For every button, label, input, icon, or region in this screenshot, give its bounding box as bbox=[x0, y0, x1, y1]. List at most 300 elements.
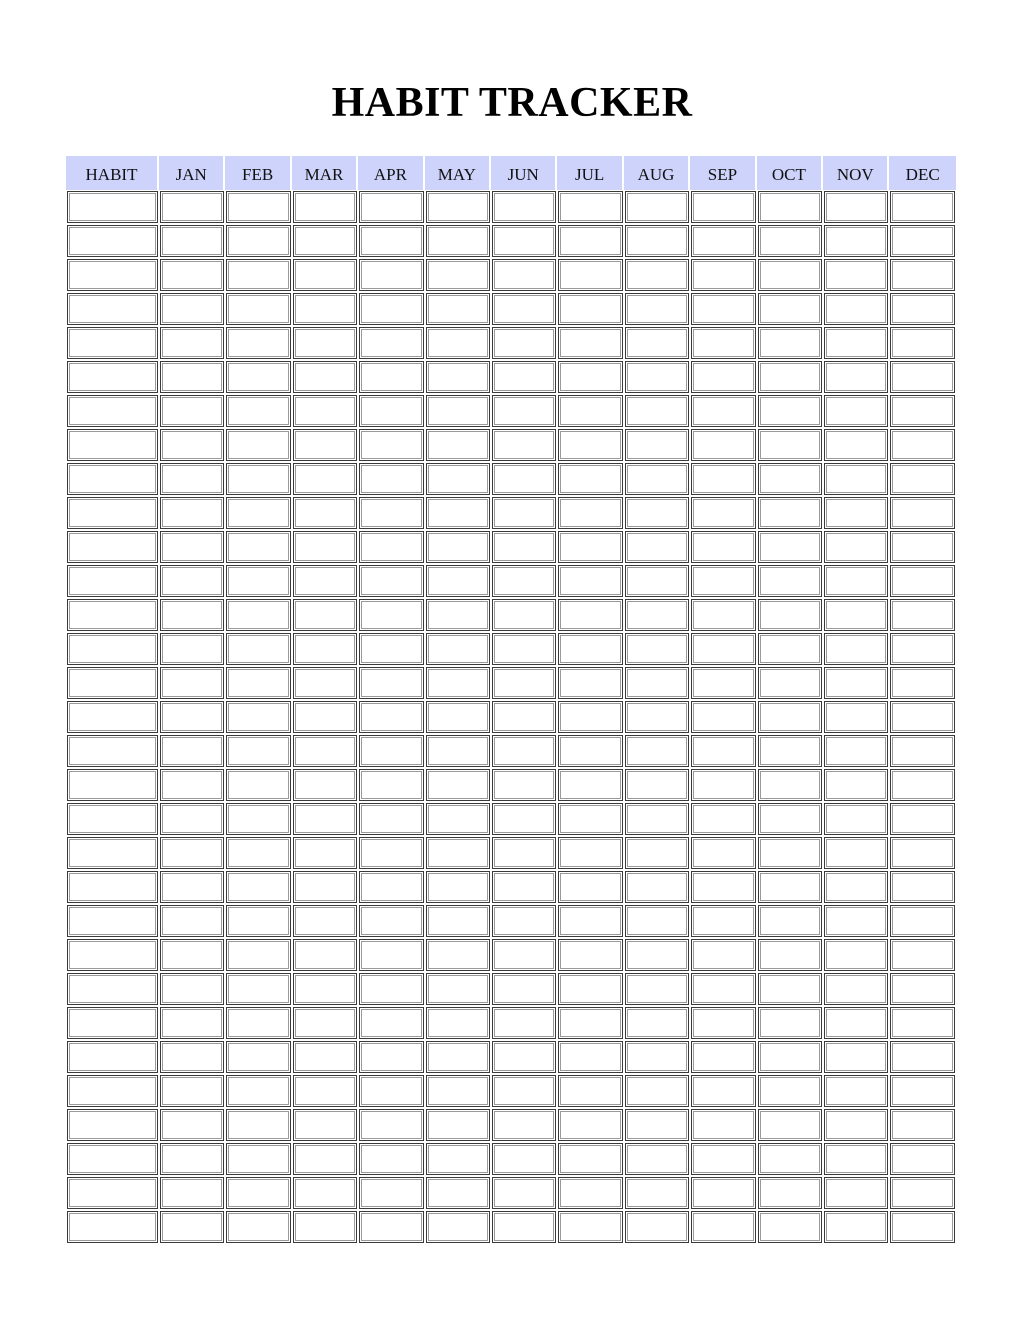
habit-name-cell[interactable] bbox=[66, 632, 159, 666]
month-cell-jul[interactable] bbox=[557, 360, 623, 394]
month-cell-oct[interactable] bbox=[757, 632, 823, 666]
habit-name-cell[interactable] bbox=[66, 836, 159, 870]
month-cell-apr[interactable] bbox=[358, 1074, 424, 1108]
month-cell-may[interactable] bbox=[425, 360, 491, 394]
month-cell-mar[interactable] bbox=[292, 1040, 358, 1074]
month-cell-feb[interactable] bbox=[225, 564, 291, 598]
month-cell-sep[interactable] bbox=[690, 802, 756, 836]
month-cell-sep[interactable] bbox=[690, 1040, 756, 1074]
month-cell-may[interactable] bbox=[425, 1176, 491, 1210]
month-cell-may[interactable] bbox=[425, 1142, 491, 1176]
month-cell-jun[interactable] bbox=[491, 836, 557, 870]
month-cell-aug[interactable] bbox=[624, 768, 690, 802]
habit-name-cell[interactable] bbox=[66, 428, 159, 462]
habit-name-cell[interactable] bbox=[66, 326, 159, 360]
month-cell-sep[interactable] bbox=[690, 1176, 756, 1210]
month-cell-mar[interactable] bbox=[292, 190, 358, 224]
month-cell-jan[interactable] bbox=[159, 904, 225, 938]
month-cell-jan[interactable] bbox=[159, 1074, 225, 1108]
month-cell-jan[interactable] bbox=[159, 768, 225, 802]
month-cell-aug[interactable] bbox=[624, 1040, 690, 1074]
month-cell-sep[interactable] bbox=[690, 632, 756, 666]
month-cell-mar[interactable] bbox=[292, 972, 358, 1006]
month-cell-jul[interactable] bbox=[557, 326, 623, 360]
month-cell-jun[interactable] bbox=[491, 802, 557, 836]
month-cell-feb[interactable] bbox=[225, 836, 291, 870]
month-cell-jul[interactable] bbox=[557, 972, 623, 1006]
month-cell-may[interactable] bbox=[425, 258, 491, 292]
month-cell-aug[interactable] bbox=[624, 224, 690, 258]
month-cell-dec[interactable] bbox=[889, 1108, 955, 1142]
month-cell-apr[interactable] bbox=[358, 530, 424, 564]
month-cell-nov[interactable] bbox=[823, 530, 889, 564]
month-cell-jan[interactable] bbox=[159, 394, 225, 428]
month-cell-aug[interactable] bbox=[624, 700, 690, 734]
month-cell-dec[interactable] bbox=[889, 700, 955, 734]
month-cell-jul[interactable] bbox=[557, 802, 623, 836]
month-cell-feb[interactable] bbox=[225, 598, 291, 632]
month-cell-feb[interactable] bbox=[225, 700, 291, 734]
month-cell-apr[interactable] bbox=[358, 1108, 424, 1142]
month-cell-dec[interactable] bbox=[889, 462, 955, 496]
month-cell-nov[interactable] bbox=[823, 190, 889, 224]
month-cell-jan[interactable] bbox=[159, 1040, 225, 1074]
month-cell-mar[interactable] bbox=[292, 632, 358, 666]
month-cell-dec[interactable] bbox=[889, 360, 955, 394]
month-cell-may[interactable] bbox=[425, 870, 491, 904]
month-cell-oct[interactable] bbox=[757, 496, 823, 530]
month-cell-dec[interactable] bbox=[889, 904, 955, 938]
habit-name-cell[interactable] bbox=[66, 258, 159, 292]
month-cell-jan[interactable] bbox=[159, 972, 225, 1006]
month-cell-jun[interactable] bbox=[491, 1006, 557, 1040]
month-cell-oct[interactable] bbox=[757, 904, 823, 938]
month-cell-dec[interactable] bbox=[889, 190, 955, 224]
month-cell-dec[interactable] bbox=[889, 1006, 955, 1040]
month-cell-jul[interactable] bbox=[557, 734, 623, 768]
month-cell-dec[interactable] bbox=[889, 326, 955, 360]
month-cell-oct[interactable] bbox=[757, 1006, 823, 1040]
month-cell-aug[interactable] bbox=[624, 1176, 690, 1210]
month-cell-sep[interactable] bbox=[690, 564, 756, 598]
month-cell-oct[interactable] bbox=[757, 258, 823, 292]
month-cell-jul[interactable] bbox=[557, 666, 623, 700]
month-cell-feb[interactable] bbox=[225, 632, 291, 666]
month-cell-apr[interactable] bbox=[358, 326, 424, 360]
month-cell-mar[interactable] bbox=[292, 802, 358, 836]
habit-name-cell[interactable] bbox=[66, 190, 159, 224]
month-cell-oct[interactable] bbox=[757, 598, 823, 632]
month-cell-sep[interactable] bbox=[690, 836, 756, 870]
month-cell-jun[interactable] bbox=[491, 972, 557, 1006]
month-cell-dec[interactable] bbox=[889, 394, 955, 428]
month-cell-sep[interactable] bbox=[690, 938, 756, 972]
month-cell-sep[interactable] bbox=[690, 462, 756, 496]
month-cell-oct[interactable] bbox=[757, 938, 823, 972]
month-cell-dec[interactable] bbox=[889, 1210, 955, 1244]
month-cell-jan[interactable] bbox=[159, 496, 225, 530]
month-cell-mar[interactable] bbox=[292, 836, 358, 870]
habit-name-cell[interactable] bbox=[66, 462, 159, 496]
month-cell-may[interactable] bbox=[425, 938, 491, 972]
month-cell-may[interactable] bbox=[425, 190, 491, 224]
month-cell-jun[interactable] bbox=[491, 530, 557, 564]
month-cell-nov[interactable] bbox=[823, 1006, 889, 1040]
month-cell-jul[interactable] bbox=[557, 394, 623, 428]
month-cell-may[interactable] bbox=[425, 564, 491, 598]
month-cell-sep[interactable] bbox=[690, 1210, 756, 1244]
month-cell-aug[interactable] bbox=[624, 1006, 690, 1040]
month-cell-mar[interactable] bbox=[292, 1210, 358, 1244]
month-cell-jan[interactable] bbox=[159, 1210, 225, 1244]
month-cell-mar[interactable] bbox=[292, 870, 358, 904]
habit-name-cell[interactable] bbox=[66, 1006, 159, 1040]
month-cell-feb[interactable] bbox=[225, 1142, 291, 1176]
month-cell-nov[interactable] bbox=[823, 836, 889, 870]
month-cell-jun[interactable] bbox=[491, 564, 557, 598]
month-cell-feb[interactable] bbox=[225, 224, 291, 258]
month-cell-may[interactable] bbox=[425, 530, 491, 564]
month-cell-oct[interactable] bbox=[757, 972, 823, 1006]
month-cell-jun[interactable] bbox=[491, 1108, 557, 1142]
month-cell-apr[interactable] bbox=[358, 666, 424, 700]
month-cell-dec[interactable] bbox=[889, 564, 955, 598]
month-cell-sep[interactable] bbox=[690, 394, 756, 428]
month-cell-may[interactable] bbox=[425, 428, 491, 462]
month-cell-oct[interactable] bbox=[757, 564, 823, 598]
month-cell-dec[interactable] bbox=[889, 666, 955, 700]
month-cell-nov[interactable] bbox=[823, 598, 889, 632]
month-cell-nov[interactable] bbox=[823, 768, 889, 802]
month-cell-jun[interactable] bbox=[491, 462, 557, 496]
month-cell-apr[interactable] bbox=[358, 632, 424, 666]
month-cell-dec[interactable] bbox=[889, 802, 955, 836]
month-cell-aug[interactable] bbox=[624, 462, 690, 496]
month-cell-nov[interactable] bbox=[823, 734, 889, 768]
month-cell-aug[interactable] bbox=[624, 904, 690, 938]
month-cell-jul[interactable] bbox=[557, 1176, 623, 1210]
month-cell-aug[interactable] bbox=[624, 666, 690, 700]
month-cell-aug[interactable] bbox=[624, 190, 690, 224]
month-cell-dec[interactable] bbox=[889, 870, 955, 904]
month-cell-oct[interactable] bbox=[757, 1176, 823, 1210]
month-cell-sep[interactable] bbox=[690, 292, 756, 326]
month-cell-jan[interactable] bbox=[159, 428, 225, 462]
month-cell-may[interactable] bbox=[425, 394, 491, 428]
habit-name-cell[interactable] bbox=[66, 734, 159, 768]
month-cell-nov[interactable] bbox=[823, 360, 889, 394]
month-cell-feb[interactable] bbox=[225, 1074, 291, 1108]
month-cell-mar[interactable] bbox=[292, 564, 358, 598]
month-cell-apr[interactable] bbox=[358, 1142, 424, 1176]
month-cell-oct[interactable] bbox=[757, 836, 823, 870]
month-cell-aug[interactable] bbox=[624, 292, 690, 326]
month-cell-feb[interactable] bbox=[225, 428, 291, 462]
month-cell-aug[interactable] bbox=[624, 394, 690, 428]
month-cell-sep[interactable] bbox=[690, 530, 756, 564]
month-cell-apr[interactable] bbox=[358, 394, 424, 428]
month-cell-dec[interactable] bbox=[889, 972, 955, 1006]
month-cell-dec[interactable] bbox=[889, 1176, 955, 1210]
month-cell-feb[interactable] bbox=[225, 326, 291, 360]
month-cell-nov[interactable] bbox=[823, 1074, 889, 1108]
month-cell-jun[interactable] bbox=[491, 938, 557, 972]
month-cell-mar[interactable] bbox=[292, 1142, 358, 1176]
month-cell-nov[interactable] bbox=[823, 1210, 889, 1244]
month-cell-feb[interactable] bbox=[225, 190, 291, 224]
month-cell-apr[interactable] bbox=[358, 1176, 424, 1210]
month-cell-dec[interactable] bbox=[889, 1074, 955, 1108]
month-cell-jul[interactable] bbox=[557, 258, 623, 292]
month-cell-feb[interactable] bbox=[225, 1006, 291, 1040]
month-cell-may[interactable] bbox=[425, 734, 491, 768]
month-cell-sep[interactable] bbox=[690, 666, 756, 700]
month-cell-may[interactable] bbox=[425, 1006, 491, 1040]
month-cell-nov[interactable] bbox=[823, 564, 889, 598]
month-cell-oct[interactable] bbox=[757, 292, 823, 326]
month-cell-dec[interactable] bbox=[889, 598, 955, 632]
month-cell-jun[interactable] bbox=[491, 224, 557, 258]
month-cell-jul[interactable] bbox=[557, 292, 623, 326]
month-cell-jan[interactable] bbox=[159, 598, 225, 632]
month-cell-apr[interactable] bbox=[358, 972, 424, 1006]
month-cell-sep[interactable] bbox=[690, 1074, 756, 1108]
month-cell-mar[interactable] bbox=[292, 360, 358, 394]
month-cell-jun[interactable] bbox=[491, 326, 557, 360]
month-cell-aug[interactable] bbox=[624, 1210, 690, 1244]
month-cell-jun[interactable] bbox=[491, 190, 557, 224]
month-cell-mar[interactable] bbox=[292, 1176, 358, 1210]
habit-name-cell[interactable] bbox=[66, 530, 159, 564]
month-cell-sep[interactable] bbox=[690, 972, 756, 1006]
month-cell-aug[interactable] bbox=[624, 870, 690, 904]
month-cell-jun[interactable] bbox=[491, 258, 557, 292]
habit-name-cell[interactable] bbox=[66, 1108, 159, 1142]
month-cell-dec[interactable] bbox=[889, 428, 955, 462]
month-cell-jun[interactable] bbox=[491, 870, 557, 904]
month-cell-mar[interactable] bbox=[292, 904, 358, 938]
month-cell-oct[interactable] bbox=[757, 530, 823, 564]
month-cell-jan[interactable] bbox=[159, 530, 225, 564]
habit-name-cell[interactable] bbox=[66, 292, 159, 326]
month-cell-feb[interactable] bbox=[225, 938, 291, 972]
month-cell-apr[interactable] bbox=[358, 190, 424, 224]
month-cell-nov[interactable] bbox=[823, 394, 889, 428]
month-cell-jul[interactable] bbox=[557, 564, 623, 598]
month-cell-jun[interactable] bbox=[491, 734, 557, 768]
month-cell-aug[interactable] bbox=[624, 496, 690, 530]
month-cell-apr[interactable] bbox=[358, 1210, 424, 1244]
month-cell-sep[interactable] bbox=[690, 1006, 756, 1040]
month-cell-jan[interactable] bbox=[159, 802, 225, 836]
habit-name-cell[interactable] bbox=[66, 768, 159, 802]
month-cell-may[interactable] bbox=[425, 326, 491, 360]
month-cell-aug[interactable] bbox=[624, 1142, 690, 1176]
month-cell-aug[interactable] bbox=[624, 598, 690, 632]
month-cell-mar[interactable] bbox=[292, 292, 358, 326]
month-cell-aug[interactable] bbox=[624, 428, 690, 462]
month-cell-jan[interactable] bbox=[159, 734, 225, 768]
month-cell-nov[interactable] bbox=[823, 972, 889, 1006]
month-cell-aug[interactable] bbox=[624, 836, 690, 870]
month-cell-jan[interactable] bbox=[159, 292, 225, 326]
month-cell-nov[interactable] bbox=[823, 1108, 889, 1142]
month-cell-jun[interactable] bbox=[491, 700, 557, 734]
month-cell-may[interactable] bbox=[425, 496, 491, 530]
habit-name-cell[interactable] bbox=[66, 598, 159, 632]
habit-name-cell[interactable] bbox=[66, 394, 159, 428]
month-cell-apr[interactable] bbox=[358, 598, 424, 632]
month-cell-nov[interactable] bbox=[823, 1176, 889, 1210]
month-cell-jul[interactable] bbox=[557, 768, 623, 802]
month-cell-oct[interactable] bbox=[757, 326, 823, 360]
month-cell-sep[interactable] bbox=[690, 734, 756, 768]
habit-name-cell[interactable] bbox=[66, 224, 159, 258]
month-cell-jul[interactable] bbox=[557, 836, 623, 870]
month-cell-feb[interactable] bbox=[225, 292, 291, 326]
month-cell-oct[interactable] bbox=[757, 870, 823, 904]
habit-name-cell[interactable] bbox=[66, 1176, 159, 1210]
month-cell-mar[interactable] bbox=[292, 666, 358, 700]
month-cell-sep[interactable] bbox=[690, 428, 756, 462]
month-cell-mar[interactable] bbox=[292, 530, 358, 564]
month-cell-feb[interactable] bbox=[225, 1210, 291, 1244]
month-cell-jan[interactable] bbox=[159, 224, 225, 258]
month-cell-may[interactable] bbox=[425, 1210, 491, 1244]
habit-name-cell[interactable] bbox=[66, 870, 159, 904]
month-cell-jun[interactable] bbox=[491, 1176, 557, 1210]
month-cell-nov[interactable] bbox=[823, 292, 889, 326]
month-cell-may[interactable] bbox=[425, 972, 491, 1006]
month-cell-oct[interactable] bbox=[757, 768, 823, 802]
month-cell-mar[interactable] bbox=[292, 1074, 358, 1108]
month-cell-mar[interactable] bbox=[292, 598, 358, 632]
month-cell-jul[interactable] bbox=[557, 1040, 623, 1074]
month-cell-nov[interactable] bbox=[823, 904, 889, 938]
month-cell-sep[interactable] bbox=[690, 1108, 756, 1142]
month-cell-jan[interactable] bbox=[159, 462, 225, 496]
month-cell-oct[interactable] bbox=[757, 1210, 823, 1244]
month-cell-jul[interactable] bbox=[557, 938, 623, 972]
month-cell-jun[interactable] bbox=[491, 1210, 557, 1244]
month-cell-nov[interactable] bbox=[823, 1040, 889, 1074]
month-cell-apr[interactable] bbox=[358, 700, 424, 734]
month-cell-jan[interactable] bbox=[159, 258, 225, 292]
month-cell-nov[interactable] bbox=[823, 462, 889, 496]
month-cell-nov[interactable] bbox=[823, 632, 889, 666]
month-cell-nov[interactable] bbox=[823, 802, 889, 836]
month-cell-sep[interactable] bbox=[690, 870, 756, 904]
month-cell-aug[interactable] bbox=[624, 530, 690, 564]
month-cell-oct[interactable] bbox=[757, 462, 823, 496]
month-cell-jan[interactable] bbox=[159, 836, 225, 870]
month-cell-jan[interactable] bbox=[159, 1006, 225, 1040]
month-cell-may[interactable] bbox=[425, 1108, 491, 1142]
month-cell-apr[interactable] bbox=[358, 1040, 424, 1074]
month-cell-oct[interactable] bbox=[757, 700, 823, 734]
month-cell-sep[interactable] bbox=[690, 700, 756, 734]
month-cell-mar[interactable] bbox=[292, 326, 358, 360]
month-cell-feb[interactable] bbox=[225, 496, 291, 530]
month-cell-aug[interactable] bbox=[624, 1108, 690, 1142]
month-cell-jun[interactable] bbox=[491, 1074, 557, 1108]
month-cell-apr[interactable] bbox=[358, 802, 424, 836]
month-cell-sep[interactable] bbox=[690, 496, 756, 530]
month-cell-apr[interactable] bbox=[358, 496, 424, 530]
month-cell-mar[interactable] bbox=[292, 496, 358, 530]
month-cell-nov[interactable] bbox=[823, 1142, 889, 1176]
month-cell-dec[interactable] bbox=[889, 224, 955, 258]
habit-name-cell[interactable] bbox=[66, 1074, 159, 1108]
month-cell-oct[interactable] bbox=[757, 428, 823, 462]
month-cell-aug[interactable] bbox=[624, 938, 690, 972]
month-cell-oct[interactable] bbox=[757, 224, 823, 258]
month-cell-dec[interactable] bbox=[889, 1142, 955, 1176]
month-cell-dec[interactable] bbox=[889, 258, 955, 292]
month-cell-nov[interactable] bbox=[823, 700, 889, 734]
month-cell-nov[interactable] bbox=[823, 666, 889, 700]
month-cell-apr[interactable] bbox=[358, 836, 424, 870]
month-cell-mar[interactable] bbox=[292, 462, 358, 496]
month-cell-sep[interactable] bbox=[690, 258, 756, 292]
month-cell-sep[interactable] bbox=[690, 598, 756, 632]
habit-name-cell[interactable] bbox=[66, 802, 159, 836]
month-cell-oct[interactable] bbox=[757, 1074, 823, 1108]
month-cell-may[interactable] bbox=[425, 462, 491, 496]
month-cell-feb[interactable] bbox=[225, 666, 291, 700]
month-cell-feb[interactable] bbox=[225, 462, 291, 496]
month-cell-nov[interactable] bbox=[823, 224, 889, 258]
month-cell-may[interactable] bbox=[425, 768, 491, 802]
month-cell-oct[interactable] bbox=[757, 1108, 823, 1142]
month-cell-may[interactable] bbox=[425, 836, 491, 870]
month-cell-aug[interactable] bbox=[624, 360, 690, 394]
month-cell-dec[interactable] bbox=[889, 530, 955, 564]
month-cell-oct[interactable] bbox=[757, 1142, 823, 1176]
month-cell-jul[interactable] bbox=[557, 1006, 623, 1040]
month-cell-aug[interactable] bbox=[624, 326, 690, 360]
month-cell-apr[interactable] bbox=[358, 292, 424, 326]
month-cell-jun[interactable] bbox=[491, 360, 557, 394]
month-cell-jul[interactable] bbox=[557, 700, 623, 734]
month-cell-oct[interactable] bbox=[757, 666, 823, 700]
month-cell-mar[interactable] bbox=[292, 734, 358, 768]
month-cell-jun[interactable] bbox=[491, 632, 557, 666]
month-cell-apr[interactable] bbox=[358, 224, 424, 258]
month-cell-mar[interactable] bbox=[292, 768, 358, 802]
month-cell-mar[interactable] bbox=[292, 1108, 358, 1142]
month-cell-jan[interactable] bbox=[159, 938, 225, 972]
month-cell-apr[interactable] bbox=[358, 360, 424, 394]
month-cell-apr[interactable] bbox=[358, 564, 424, 598]
month-cell-sep[interactable] bbox=[690, 1142, 756, 1176]
month-cell-jan[interactable] bbox=[159, 1108, 225, 1142]
month-cell-jul[interactable] bbox=[557, 462, 623, 496]
month-cell-dec[interactable] bbox=[889, 496, 955, 530]
month-cell-feb[interactable] bbox=[225, 258, 291, 292]
month-cell-sep[interactable] bbox=[690, 190, 756, 224]
month-cell-feb[interactable] bbox=[225, 1108, 291, 1142]
month-cell-feb[interactable] bbox=[225, 394, 291, 428]
month-cell-dec[interactable] bbox=[889, 632, 955, 666]
month-cell-apr[interactable] bbox=[358, 870, 424, 904]
month-cell-oct[interactable] bbox=[757, 1040, 823, 1074]
month-cell-jul[interactable] bbox=[557, 530, 623, 564]
month-cell-dec[interactable] bbox=[889, 836, 955, 870]
month-cell-jul[interactable] bbox=[557, 1108, 623, 1142]
month-cell-jul[interactable] bbox=[557, 224, 623, 258]
month-cell-dec[interactable] bbox=[889, 938, 955, 972]
